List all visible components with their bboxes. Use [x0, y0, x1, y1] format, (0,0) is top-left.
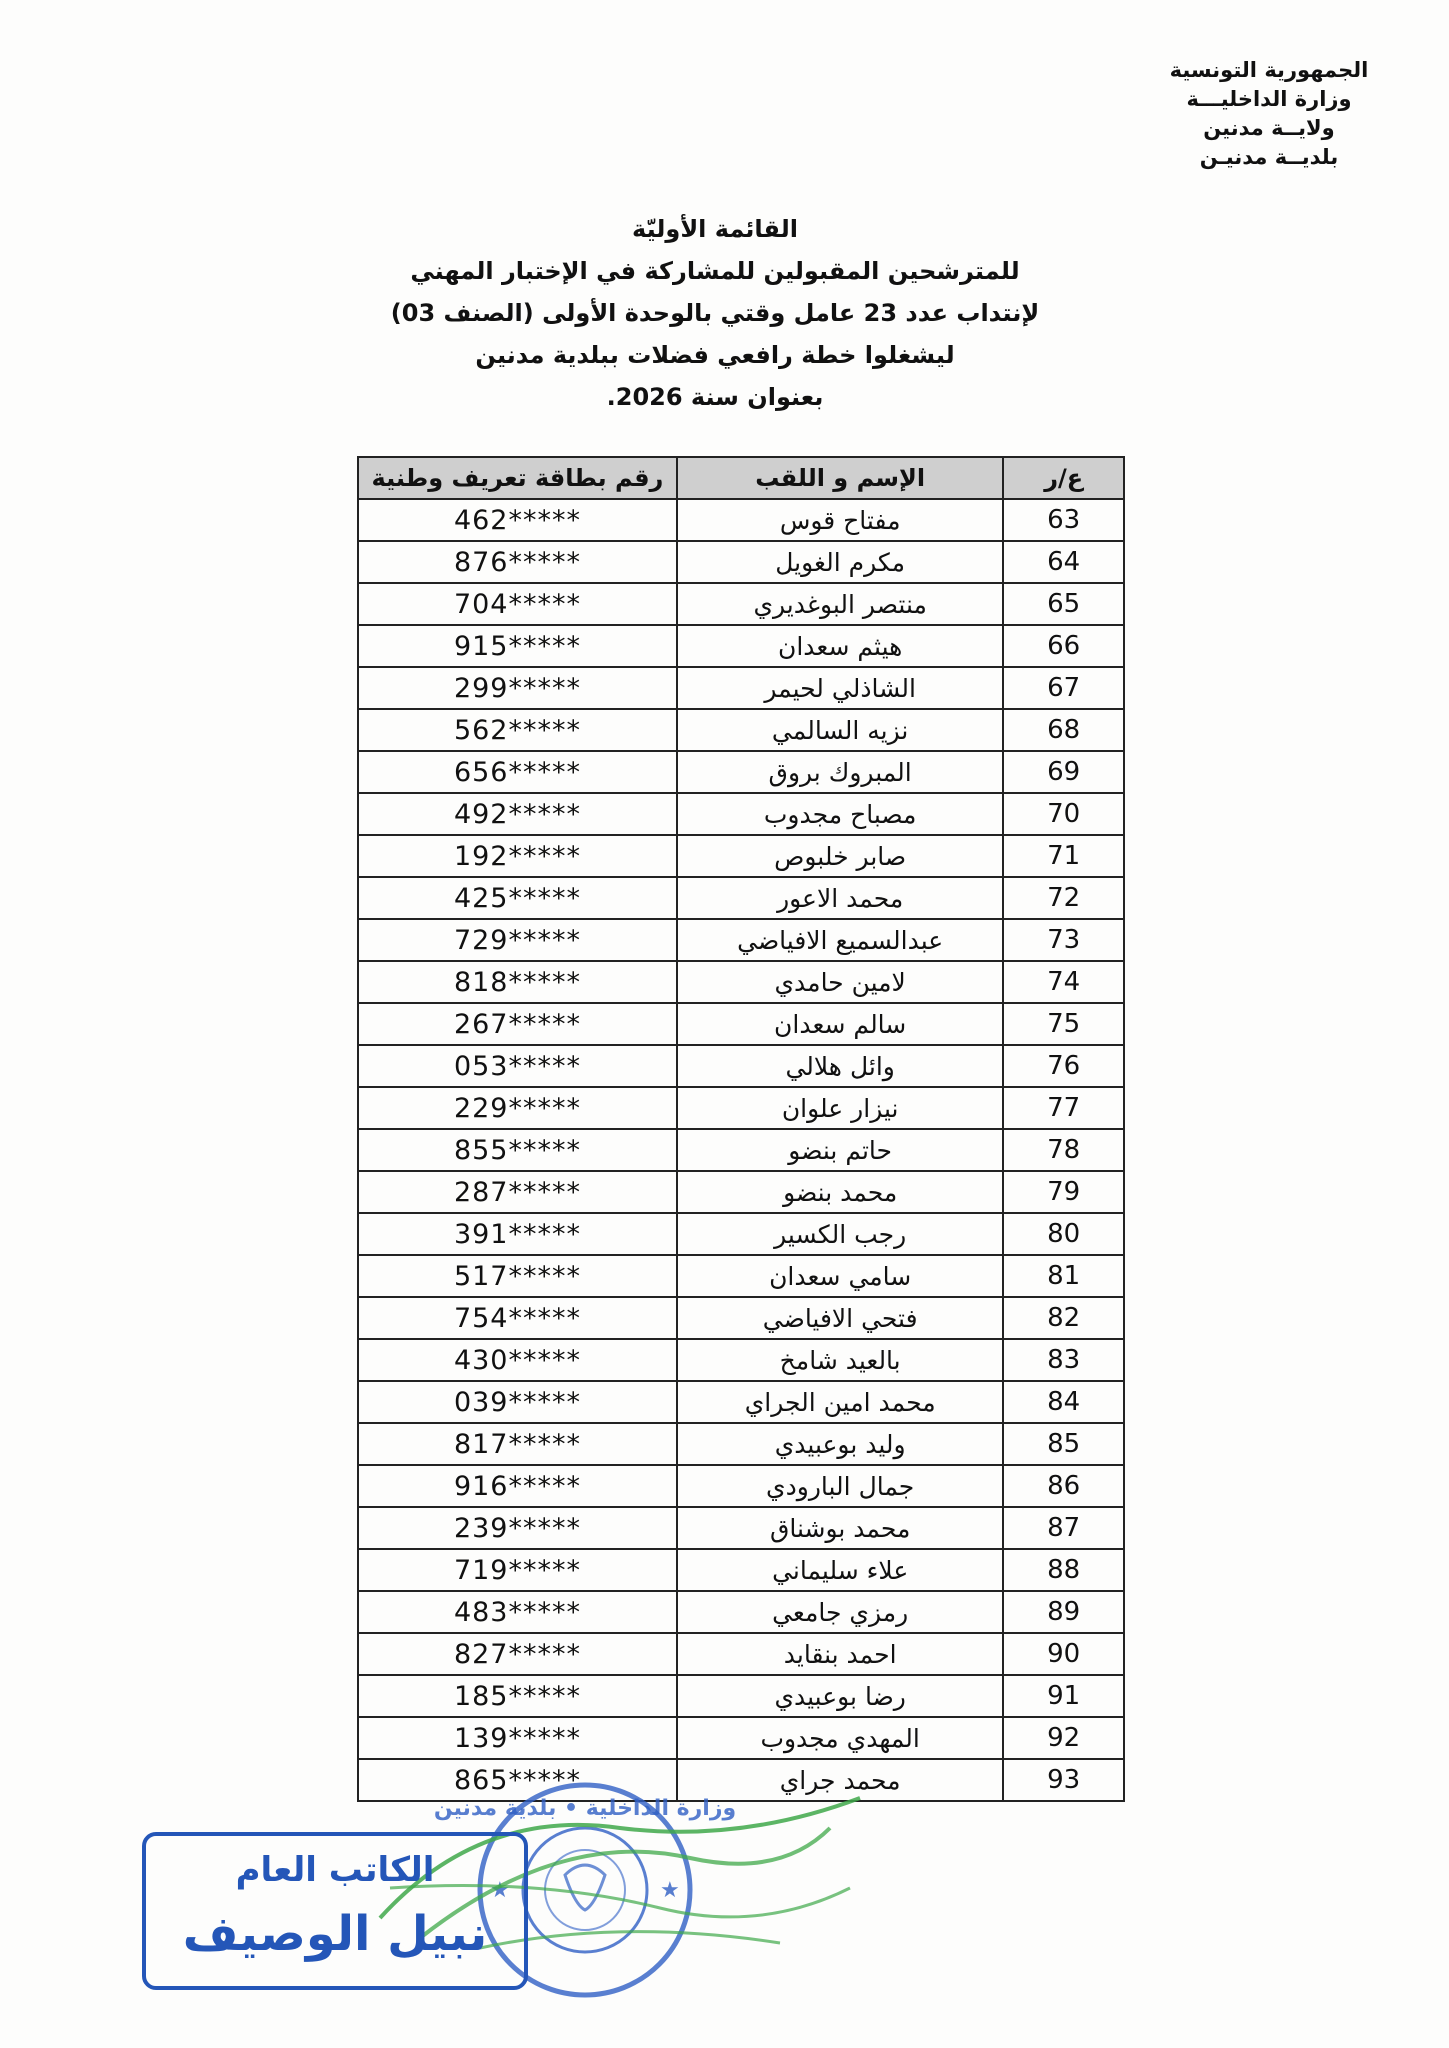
row-name: سالم سعدان	[677, 1003, 1003, 1045]
seal-text: وزارة الداخلية • بلدية مدنين	[433, 1796, 737, 1821]
row-id-number: 876*****	[358, 541, 677, 583]
row-number: 92	[1003, 1717, 1124, 1759]
table-row	[358, 961, 1124, 1003]
table-row	[358, 751, 1124, 793]
table-row	[358, 1675, 1124, 1717]
candidates-table	[357, 456, 1125, 1802]
document-title-block	[300, 208, 1130, 418]
row-name: صابر خلبوص	[677, 835, 1003, 877]
table-row	[358, 1171, 1124, 1213]
row-name: منتصر البوغديري	[677, 583, 1003, 625]
row-number: 79	[1003, 1171, 1124, 1213]
document-subtitle: لإنتداب عدد 23 عامل وقتي بالوحدة الأولى (الصنف 03)	[390, 299, 1040, 327]
row-id-number: 139*****	[358, 1717, 677, 1759]
row-id-number: 719*****	[358, 1549, 677, 1591]
row-name: مكرم الغويل	[677, 541, 1003, 583]
row-number: 67	[1003, 667, 1124, 709]
row-number: 64	[1003, 541, 1124, 583]
row-name: الشاذلي لحيمر	[677, 667, 1003, 709]
column-header-id: رقم بطاقة تعريف وطنية	[358, 457, 677, 499]
table-row	[358, 667, 1124, 709]
table-row	[358, 1549, 1124, 1591]
row-number: 70	[1003, 793, 1124, 835]
row-name: سامي سعدان	[677, 1255, 1003, 1297]
row-name: محمد الاعور	[677, 877, 1003, 919]
letterhead	[1149, 56, 1389, 172]
row-id-number: 656*****	[358, 751, 677, 793]
row-id-number: 517*****	[358, 1255, 677, 1297]
table-row	[358, 1003, 1124, 1045]
stamp-title: الكاتب العام	[235, 1850, 435, 1890]
row-number: 69	[1003, 751, 1124, 793]
table-row	[358, 583, 1124, 625]
row-id-number: 229*****	[358, 1087, 677, 1129]
row-number: 78	[1003, 1129, 1124, 1171]
document-title: القائمة الأوليّة	[632, 215, 798, 243]
row-number: 77	[1003, 1087, 1124, 1129]
row-id-number: 039*****	[358, 1381, 677, 1423]
row-id-number: 865*****	[358, 1759, 677, 1801]
row-name: علاء سليماني	[677, 1549, 1003, 1591]
row-number: 82	[1003, 1297, 1124, 1339]
table-header-row	[358, 457, 1124, 499]
row-number: 89	[1003, 1591, 1124, 1633]
table-row	[358, 1045, 1124, 1087]
svg-text:★: ★	[490, 1878, 510, 1903]
column-header-number: ع/ر	[1003, 457, 1124, 499]
row-id-number: 430*****	[358, 1339, 677, 1381]
row-name: حاتم بنضو	[677, 1129, 1003, 1171]
row-id-number: 704*****	[358, 583, 677, 625]
table-row	[358, 1213, 1124, 1255]
document-subtitle: بعنوان سنة 2026.	[606, 383, 824, 411]
secretary-general-stamp	[142, 1832, 528, 1990]
svg-text:★: ★	[660, 1878, 680, 1903]
row-number: 84	[1003, 1381, 1124, 1423]
row-number: 71	[1003, 835, 1124, 877]
row-number: 63	[1003, 499, 1124, 541]
row-name: المبروك بروق	[677, 751, 1003, 793]
row-id-number: 192*****	[358, 835, 677, 877]
table-row	[358, 1339, 1124, 1381]
row-id-number: 916*****	[358, 1465, 677, 1507]
row-id-number: 239*****	[358, 1507, 677, 1549]
row-name: المهدي مجدوب	[677, 1717, 1003, 1759]
row-number: 91	[1003, 1675, 1124, 1717]
table-row	[358, 877, 1124, 919]
table-row	[358, 1591, 1124, 1633]
row-name: احمد بنقايد	[677, 1633, 1003, 1675]
row-name: محمد امين الجراي	[677, 1381, 1003, 1423]
letterhead-line: وزارة الداخليـــة	[1186, 87, 1352, 111]
column-header-name: الإسم و اللقب	[677, 457, 1003, 499]
letterhead-line: ولايــة مدنين	[1203, 116, 1335, 140]
row-id-number: 818*****	[358, 961, 677, 1003]
row-number: 93	[1003, 1759, 1124, 1801]
row-id-number: 299*****	[358, 667, 677, 709]
row-number: 86	[1003, 1465, 1124, 1507]
row-number: 74	[1003, 961, 1124, 1003]
document-subtitle: للمترشحين المقبولين للمشاركة في الإختبار المهني	[410, 257, 1020, 285]
row-number: 68	[1003, 709, 1124, 751]
row-id-number: 729*****	[358, 919, 677, 961]
table-row	[358, 1381, 1124, 1423]
row-name: بالعيد شامخ	[677, 1339, 1003, 1381]
table-row	[358, 919, 1124, 961]
row-id-number: 817*****	[358, 1423, 677, 1465]
table-row	[358, 1087, 1124, 1129]
row-number: 72	[1003, 877, 1124, 919]
row-id-number: 053*****	[358, 1045, 677, 1087]
row-id-number: 562*****	[358, 709, 677, 751]
table-row	[358, 1633, 1124, 1675]
row-name: فتحي الافياضي	[677, 1297, 1003, 1339]
stamp-name: نبيل الوصيف	[182, 1906, 488, 1962]
table-row	[358, 1465, 1124, 1507]
row-name: مفتاح قوس	[677, 499, 1003, 541]
row-name: لامين حامدي	[677, 961, 1003, 1003]
table-row	[358, 709, 1124, 751]
row-name: رجب الكسير	[677, 1213, 1003, 1255]
row-id-number: 391*****	[358, 1213, 677, 1255]
row-id-number: 915*****	[358, 625, 677, 667]
table-body	[358, 499, 1124, 1801]
table-row	[358, 835, 1124, 877]
row-name: وليد بوعبيدي	[677, 1423, 1003, 1465]
row-name: رمزي جامعي	[677, 1591, 1003, 1633]
table-row	[358, 541, 1124, 583]
table-row	[358, 1423, 1124, 1465]
table-row	[358, 1297, 1124, 1339]
table-row	[358, 625, 1124, 667]
row-number: 88	[1003, 1549, 1124, 1591]
row-id-number: 827*****	[358, 1633, 677, 1675]
row-number: 87	[1003, 1507, 1124, 1549]
row-name: نزيه السالمي	[677, 709, 1003, 751]
row-number: 90	[1003, 1633, 1124, 1675]
row-number: 80	[1003, 1213, 1124, 1255]
table-row	[358, 499, 1124, 541]
row-number: 65	[1003, 583, 1124, 625]
row-id-number: 425*****	[358, 877, 677, 919]
letterhead-line: الجمهورية التونسية	[1169, 58, 1369, 82]
table-row	[358, 1129, 1124, 1171]
row-name: رضا بوعبيدي	[677, 1675, 1003, 1717]
row-id-number: 492*****	[358, 793, 677, 835]
row-name: جمال البارودي	[677, 1465, 1003, 1507]
row-id-number: 287*****	[358, 1171, 677, 1213]
row-name: محمد بوشناق	[677, 1507, 1003, 1549]
row-number: 76	[1003, 1045, 1124, 1087]
row-name: هيثم سعدان	[677, 625, 1003, 667]
row-number: 75	[1003, 1003, 1124, 1045]
table-row	[358, 1717, 1124, 1759]
row-id-number: 185*****	[358, 1675, 677, 1717]
row-number: 83	[1003, 1339, 1124, 1381]
document-subtitle: ليشغلوا خطة رافعي فضلات ببلدية مدنين	[475, 341, 955, 369]
row-id-number: 267*****	[358, 1003, 677, 1045]
row-name: وائل هلالي	[677, 1045, 1003, 1087]
table-row	[358, 793, 1124, 835]
row-name: محمد بنضو	[677, 1171, 1003, 1213]
table-row	[358, 1507, 1124, 1549]
row-number: 66	[1003, 625, 1124, 667]
row-id-number: 462*****	[358, 499, 677, 541]
row-name: نيزار علوان	[677, 1087, 1003, 1129]
row-number: 85	[1003, 1423, 1124, 1465]
row-id-number: 754*****	[358, 1297, 677, 1339]
row-name: مصباح مجدوب	[677, 793, 1003, 835]
row-id-number: 483*****	[358, 1591, 677, 1633]
row-id-number: 855*****	[358, 1129, 677, 1171]
letterhead-line: بلديــة مدنيـن	[1199, 145, 1339, 169]
row-number: 73	[1003, 919, 1124, 961]
row-number: 81	[1003, 1255, 1124, 1297]
table-row	[358, 1255, 1124, 1297]
row-name: محمد جراي	[677, 1759, 1003, 1801]
row-name: عبدالسميع الافياضي	[677, 919, 1003, 961]
